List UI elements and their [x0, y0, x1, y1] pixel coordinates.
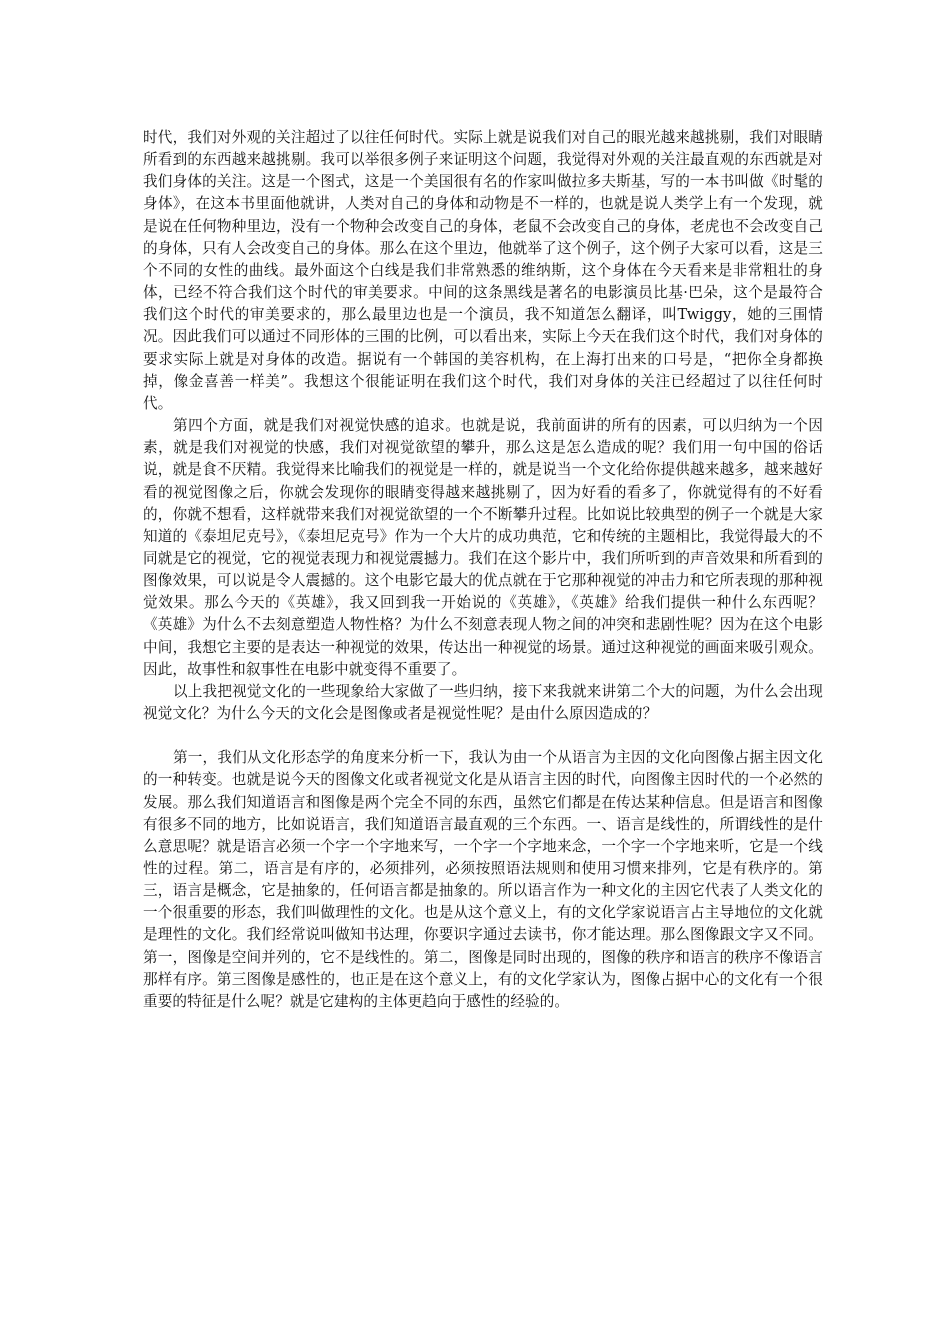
paragraph-body-appearance: 时代，我们对外观的关注超过了以往任何时代。实际上就是说我们对自己的眼光越来越挑剔，我们对眼睛所看到的东西越来越挑剔。我可以举很多例子来证明这个问题，我觉得对外观的关注最直观的东西就是对我们身体的关注。这是一个图式，这是一个美国很有名的作家叫做拉多夫斯基，写的一本书叫做《时髦的身体》，在这本书里面他就讲，人类对自己的身体和动物是不一样的，也就是说人类学上有一个发现，就是说在任何物种里边，没有一个物种会改变自己的身体，老鼠不会改变自己的身体，老虎也不会改变自己的身体，只有人会改变自己的身体。那么在这个里边，他就举了这个例子，这个例子大家可以看，这是三个不同的女性的曲线。最外面这个白线是我们非常熟悉的维纳斯，这个身体在今天看来是非常粗壮的身体，已经不符合我们这个时代的审美要求。中间的这条黑线是著名的电影演员比基·巴朵，这个是最符合我们这个时代的审美要求的，那么最里边也是一个演员，我不知道怎么翻译，叫Twiggy，她的三围情况。因此我们可以通过不同形体的三围的比例，可以看出来，实际上今天在我们这个时代，我们对身体的要求实际上就是对身体的改造。据说有一个韩国的美容机构，在上海打出来的口号是，“把你全身都换掉，像金喜善一样美”。我想这个很能证明在我们这个时代，我们对身体的关注已经超过了以往任何时代。	[143, 129, 823, 412]
paragraph-summary-transition: 以上我把视觉文化的一些现象给大家做了一些归纳，接下来我就来讲第二个大的问题，为什么会出现视觉文化？为什么今天的文化会是图像或者是视觉性呢？是由什么原因造成的？	[143, 682, 823, 723]
paragraph-visual-pleasure: 第四个方面，就是我们对视觉快感的追求。也就是说，我前面讲的所有的因素，可以归纳为一个因素，就是我们对视觉的快感，我们对视觉欲望的攀升，那么这是怎么造成的呢？我们用一句中国的俗话说，就是食不厌精。我觉得来比喻我们的视觉是一样的，就是说当一个文化给你提供越来越多，越来越好看的视觉图像之后，你就会发现你的眼睛变得越来越挑剔了，因为好看的看多了，你就觉得有的不好看的，你就不想看，这样就带来我们对视觉欲望的一个不断攀升过程。比如说比较典型的例子一个就是大家知道的《泰坦尼克号》，《泰坦尼克号》作为一个大片的成功典范，它和传统的主题相比，我觉得最大的不同就是它的视觉，它的视觉表现力和视觉震撼力。我们在这个影片中，我们所听到的声音效果和所看到的图像效果，可以说是令人震撼的。这个电影它最大的优点就在于它那种视觉的冲击力和它所表现的那种视觉效果。那么今天的《英雄》，我又回到我一开始说的《英雄》，《英雄》给我们提供一种什么东西呢？《英雄》为什么不去刻意塑造人物性格？为什么不刻意表现人物之间的冲突和悲剧性呢？因为在这个电影中间，我想它主要的是表达一种视觉的效果，传达出一种视觉的场景。通过这种视觉的画面来吸引观众。因此，故事性和叙事性在电影中就变得不重要了。	[143, 417, 823, 678]
document-page	[143, 127, 823, 1013]
paragraph-cultural-morphology: 第一，我们从文化形态学的角度来分析一下，我认为由一个从语言为主因的文化向图像占据主因文化的一种转变。也就是说今天的图像文化或者视觉文化是从语言主因的时代，向图像主因时代的一个必然的发展。那么我们知道语言和图像是两个完全不同的东西，虽然它们都是在传达某种信息。但是语言和图像有很多不同的地方，比如说语言，我们知道语言最直观的三个东西。一、语言是线性的，所谓线性的是什么意思呢？就是语言必须一个字一个字地来写，一个字一个字地来念，一个字一个字地来听，它是一个线性的过程。第二，语言是有序的，必须排列，必须按照语法规则和使用习惯来排列，它是有秩序的。第三，语言是概念，它是抽象的，任何语言都是抽象的。所以语言作为一种文化的主因它代表了人类文化的一个很重要的形态，我们叫做理性的文化。也是从这个意义上，有的文化学家说语言占主导地位的文化就是理性的文化。我们经常说叫做知书达理，你要识字通过去读书，你才能达理。那么图像跟文字又不同。第一，图像是空间并列的，它不是线性的。第二，图像是同时出现的，图像的秩序和语言的秩序不像语言那样有序。第三图像是感性的，也正是在这个意义上，有的文化学家认为，图像占据中心的文化有一个很重要的特征是什么呢？就是它建构的主体更趋向于感性的经验的。	[143, 749, 823, 1010]
